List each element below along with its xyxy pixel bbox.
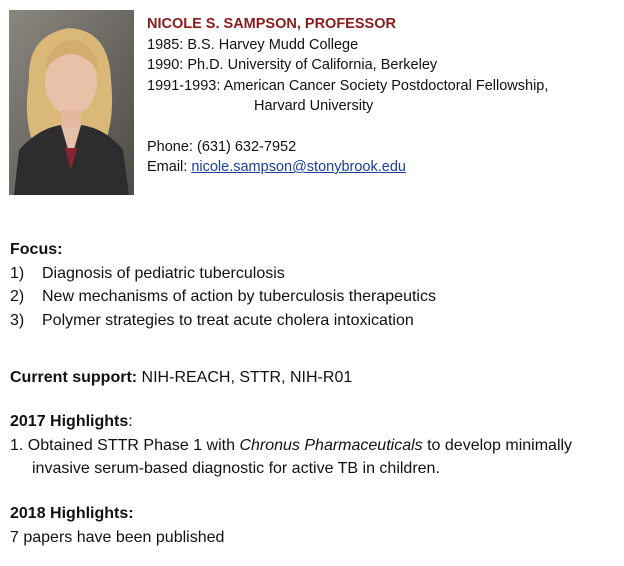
highlights-2017-section <box>10 410 572 481</box>
focus-heading: Focus: <box>10 241 63 258</box>
highlight-line <box>10 434 572 458</box>
portrait-image <box>9 10 134 195</box>
highlights-2018-text: 7 papers have been published <box>10 528 225 546</box>
support-section <box>10 366 352 390</box>
focus-section <box>10 238 436 332</box>
phone: Phone: (631) 632-7952 <box>147 138 297 155</box>
list-item <box>10 262 436 286</box>
highlights-2017-heading: 2017 Highlights <box>10 413 129 430</box>
email-row <box>147 157 548 178</box>
email-label: Email: <box>147 159 192 175</box>
highlight-prefix: 1. Obtained STTR Phase 1 with <box>10 436 240 454</box>
education-line: 1991-1993: American Cancer Society Postdoctoral Fellowship, <box>147 77 549 94</box>
highlights-2018-heading: 2018 Highlights: <box>10 505 134 522</box>
education-line: 1985: B.S. Harvey Mudd College <box>147 36 359 53</box>
person-name: NICOLE S. SAMPSON, PROFESSOR <box>147 16 396 32</box>
email-link[interactable]: nicole.sampson@stonybrook.edu <box>191 159 406 175</box>
education-line-cont: Harvard University <box>254 98 374 114</box>
heading-colon: : <box>128 413 133 430</box>
list-number: 1) <box>10 264 25 282</box>
highlights-2017-heading-row <box>10 410 572 434</box>
highlights-2018-section <box>10 502 224 549</box>
education-line: 1990: Ph.D. University of California, Berkeley <box>147 57 438 73</box>
support-value: NIH-REACH, STTR, NIH-R01 <box>137 369 353 386</box>
list-text: New mechanisms of action by tuberculosis therapeutics <box>42 288 436 305</box>
list-number: 3) <box>10 311 25 329</box>
highlight-line-cont: invasive serum-based diagnostic for active TB in children. <box>32 460 440 477</box>
support-label: Current support: <box>10 369 138 386</box>
list-item <box>10 285 436 309</box>
company-name: Chronus Pharmaceuticals <box>239 436 423 454</box>
list-text: Polymer strategies to treat acute cholera intoxication <box>42 311 414 329</box>
list-text: Diagnosis of pediatric tuberculosis <box>42 264 285 282</box>
list-item <box>10 309 436 333</box>
list-number: 2) <box>10 288 25 305</box>
bio-block <box>147 14 548 178</box>
profile-photo <box>9 10 134 195</box>
highlight-suffix: to develop minimally <box>422 436 573 454</box>
